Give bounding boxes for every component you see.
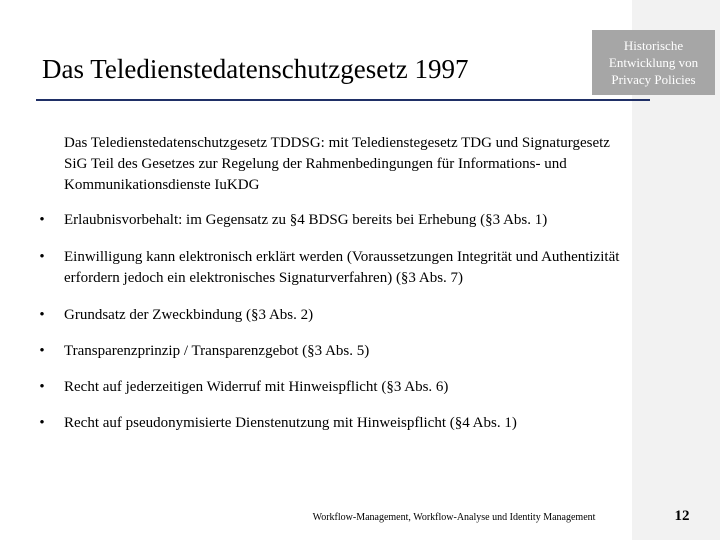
- title-divider: [36, 99, 650, 101]
- bullet-marker: •: [39, 249, 45, 265]
- bullet-marker: •: [39, 212, 45, 228]
- section-badge: [592, 30, 715, 95]
- bullet-text: Recht auf pseudonymisierte Dienstenutzung mit Hinweispflicht (§4 Abs. 1): [64, 415, 517, 431]
- intro-paragraph: Das Teledienstedatenschutzgesetz TDDSG: mit Teledienstegesetz TDG und Signaturgesetz SiG Teil des Gesetzes zur Regelung der Rahmenbedingungen für Informations- und Kommunikationsdienste IuKDG: [64, 135, 610, 193]
- page-number: 12: [674, 508, 690, 524]
- bullet-text: Erlaubnisvorbehalt: im Gegensatz zu §4 BDSG bereits bei Erhebung (§3 Abs. 1): [64, 212, 548, 228]
- slide-title: Das Teledienstedatenschutzgesetz 1997: [42, 54, 469, 84]
- section-badge-label: Historische Entwicklung von Privacy Policies: [608, 38, 699, 87]
- bullet-marker: •: [39, 343, 45, 359]
- footer-text: Workflow-Management, Workflow-Analyse und Identity Management: [312, 512, 596, 523]
- bullet-text: Recht auf jederzeitigen Widerruf mit Hinweispflicht (§3 Abs. 6): [64, 379, 449, 395]
- bullet-marker: •: [39, 379, 45, 395]
- bullet-text: Transparenzprinzip / Transparenzgebot (§3 Abs. 5): [64, 343, 370, 359]
- bullet-marker: •: [39, 307, 45, 323]
- bullet-marker: •: [39, 415, 45, 431]
- bullet-text: Grundsatz der Zweckbindung (§3 Abs. 2): [64, 307, 314, 323]
- bullet-text: Einwilligung kann elektronisch erklärt werden (Voraussetzungen Integrität und Authentizität erfordern jedoch ein elektronisches Signaturverfahren) (§3 Abs. 7): [64, 249, 620, 286]
